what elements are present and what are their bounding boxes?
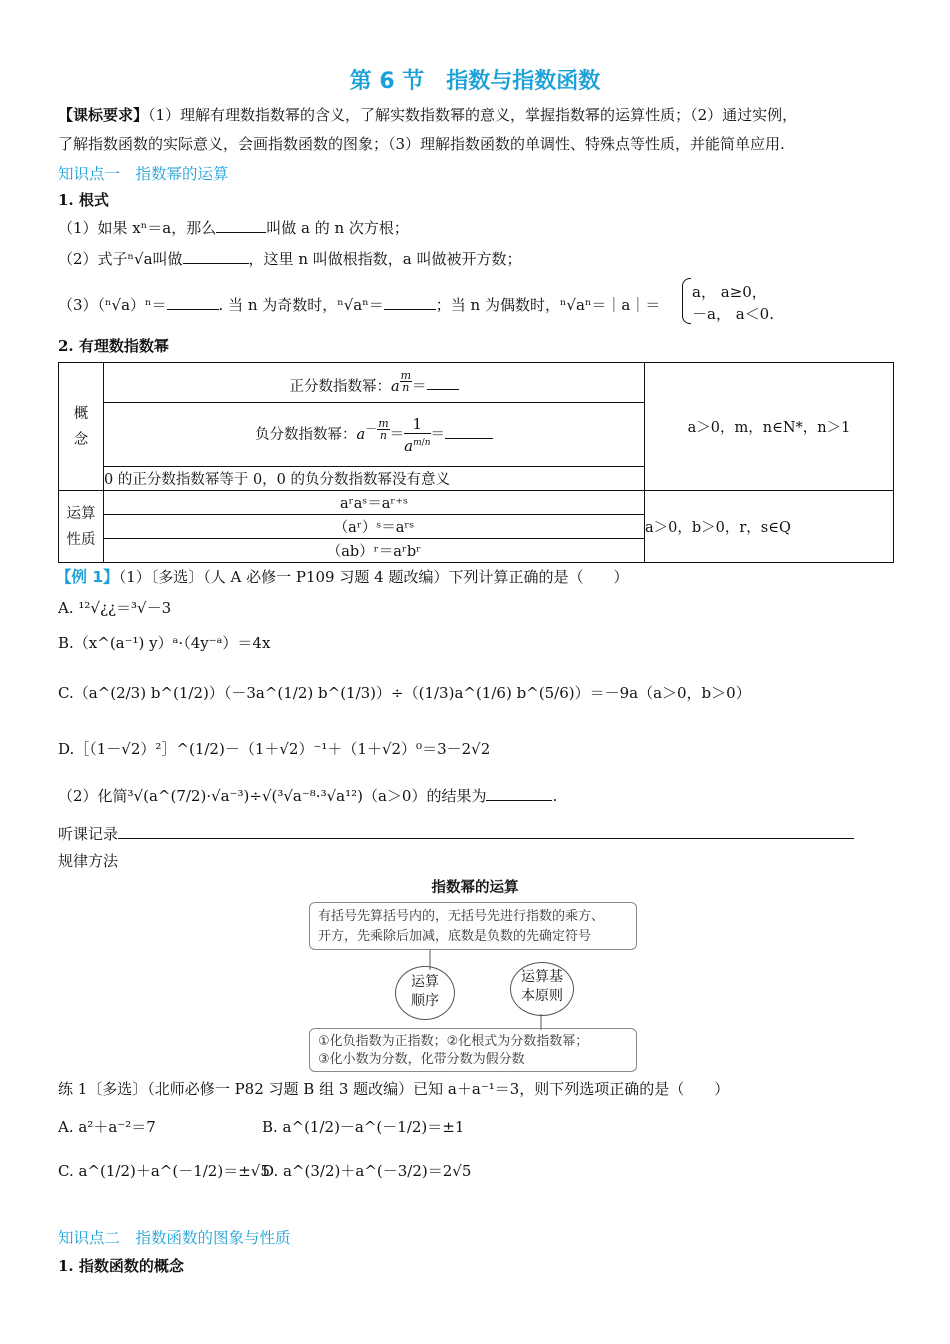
diagram-title: 指数幂的运算 (431, 880, 519, 896)
blank-field (486, 786, 552, 801)
rational-exponent-table (58, 362, 894, 563)
example1-option-d: D.［（1－√2）²］^(1/2)－（1＋√2）⁻¹＋（1＋√2）⁰＝3－2√2 (58, 740, 491, 758)
section1-heading: 知识点一 指数幂的运算 (58, 165, 229, 183)
negative-fraction-cell: 负分数指数幂：$a^{- \frac{m}{n}}$ ＝ $\frac{1}{a^{m/n}}$ ＝ (104, 403, 645, 467)
page-title: 第 6 节 指数与指数函数 (349, 69, 601, 94)
blank-field (183, 249, 249, 264)
concept-condition-cell: a＞0，m，n∈N*，n＞1 (645, 363, 894, 491)
case-1: a， a≥0， (692, 283, 767, 301)
blank-field (167, 295, 219, 310)
method-heading: 规律方法 (58, 852, 119, 870)
rational-exponent-subheading: 2. 有理数指数幂 (58, 337, 169, 355)
case-brace (682, 278, 691, 324)
op-2-cell: （aʳ）ˢ＝aʳˢ (104, 515, 645, 539)
example1-part2: （2）化简³√(a^(7/2)·√a⁻³)÷√(³√a⁻⁸·³√a¹²)（a＞0）的结果为 . (58, 787, 558, 805)
practice1-intro: 练 1〔多选〕（北师必修一 P82 习题 B 组 3 题改编）已知 a＋a⁻¹＝3，则下列选项正确的是（ ） (58, 1080, 730, 1098)
ops-label-cell: 运算性质 (59, 491, 104, 563)
ops-condition-cell: a＞0，b＞0，r，s∈Q (645, 491, 894, 563)
radical-item-2: （2）式子ⁿ√a叫做 ，这里 n 叫做根指数，a 叫做被开方数； (58, 250, 522, 268)
op-1-cell: aʳaˢ＝aʳ⁺ˢ (104, 491, 645, 515)
practice1-option-c: C. a^(1/2)＋a^(－1/2)＝±√5 (58, 1162, 270, 1180)
example1-option-a: A. ¹²√¿¿＝³√－3 (58, 599, 172, 617)
example1-option-c: C.（a^(2/3) b^(1/2)）（－3a^(1/2) b^(1/3)）÷（(1/3)a^(1/6) b^(5/6)）＝－9a（a＞0，b＞0） (58, 684, 751, 702)
concept-label-cell: 概念 (59, 363, 104, 491)
radical-item-3: （3）（ⁿ√a）ⁿ＝ . 当 n 为奇数时，ⁿ√aⁿ＝ ；当 n 为偶数时，ⁿ√aⁿ＝｜a｜＝ (58, 296, 661, 314)
principle-rule-box: ①化负指数为正指数；②化根式为分数指数幂； ③化小数为分数，化带分数为假分数 (309, 1028, 637, 1072)
positive-fraction-cell: 正分数指数幂：a $^{\frac{m}{n}}$ ＝ (104, 363, 645, 403)
blank-field (384, 295, 436, 310)
circle-basic-principle: 运算基本原则 (510, 962, 574, 1016)
radical-item-1: （1）如果 xⁿ＝a，那么 叫做 a 的 n 次方根； (58, 219, 409, 237)
op-3-cell: （ab）ʳ＝aʳbʳ (104, 539, 645, 563)
requirement-line-2: 了解指数函数的实际意义，会画指数函数的图象；（3）理解指数函数的单调性、特殊点等性质，并能简单应用. (58, 135, 785, 153)
case-2: －a， a＜0. (692, 305, 774, 323)
circle-operation-order: 运算顺序 (395, 966, 455, 1020)
exponential-concept-subheading: 1. 指数函数的概念 (58, 1257, 184, 1275)
example1-intro: 【例 1】（1）〔多选〕（人 A 必修一 P109 习题 4 题改编）下列计算正确的是（ ） (56, 568, 629, 586)
practice1-option-a: A. a²＋a⁻²＝7 (58, 1118, 156, 1136)
practice1-option-d: D. a^(3/2)＋a^(－3/2)＝2√5 (262, 1162, 472, 1180)
section2-heading: 知识点二 指数函数的图象与性质 (58, 1229, 291, 1247)
radical-subheading: 1. 根式 (58, 191, 109, 209)
blank-field (216, 218, 266, 233)
requirement-line-1: 【课标要求】（1）理解有理数指数幂的含义，了解实数指数幂的意义，掌握指数幂的运算性质；（2）通过实例， (58, 106, 798, 124)
example1-option-b: B.（x^(a⁻¹) y）ᵃ·（4y⁻ᵃ）＝4x (58, 634, 271, 652)
listen-notes: 听课记录 (58, 823, 854, 844)
practice1-option-b: B. a^(1/2)－a^(－1/2)＝±1 (262, 1118, 465, 1136)
diagram-connectors (300, 948, 660, 1038)
requirement-label: 【课标要求】 (58, 106, 149, 124)
zero-note-cell: 0 的正分数指数幂等于 0，0 的负分数指数幂没有意义 (104, 467, 645, 491)
order-rule-box: 有括号先算括号内的，无括号先进行指数的乘方、 开方，先乘除后加减，底数是负数的先确定符号 (309, 902, 637, 950)
